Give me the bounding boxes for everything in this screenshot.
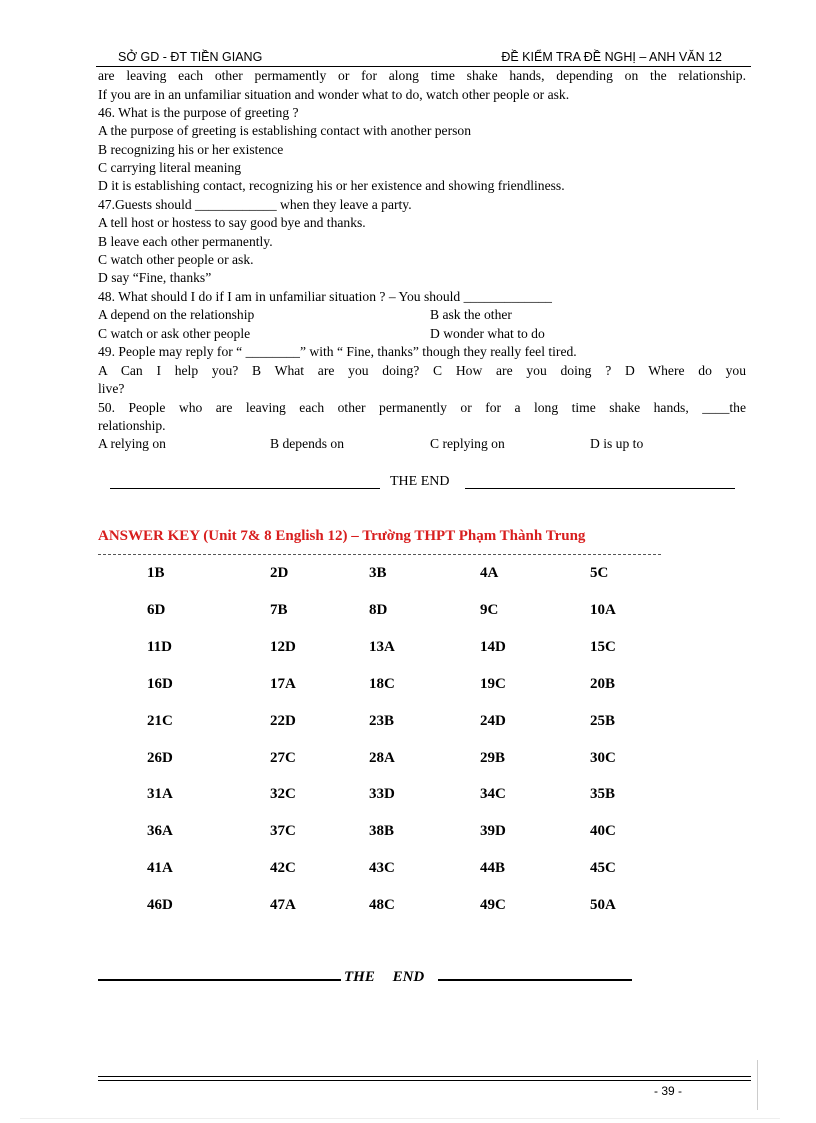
question-47-option-a: A tell host or hostess to say good bye and thanks. — [98, 215, 366, 230]
question-49-options-cont: live? — [98, 381, 125, 396]
answer-key-cell: 34C — [480, 786, 506, 803]
the-end-rule-left — [110, 488, 380, 489]
question-48-option-c: C watch or ask other people — [98, 326, 251, 341]
final-end-rule-left — [98, 979, 341, 981]
answer-key-cell: 43C — [369, 860, 395, 877]
answer-key-cell: 36A — [147, 823, 173, 840]
question-48-stem: 48. What should I do if I am in unfamiliar situation ? – You should _____________ — [98, 289, 552, 304]
question-46-option-a: A the purpose of greeting is establishing contact with another person — [98, 123, 471, 138]
answer-key-cell: 42C — [270, 860, 296, 877]
answer-key-cell: 14D — [480, 638, 506, 655]
answer-key-cell: 46D — [147, 897, 173, 914]
question-50-option-d: D is up to — [590, 436, 644, 451]
answer-key-cell: 37C — [270, 823, 296, 840]
answer-key-cell: 18C — [369, 675, 395, 692]
question-46-stem: 46. What is the purpose of greeting ? — [98, 105, 299, 120]
answer-key-cell: 1B — [147, 565, 165, 581]
question-49-stem: 49. People may reply for “ ________” with “ Fine, thanks” though they really feel tired. — [98, 344, 577, 359]
answer-key-cell: 41A — [147, 860, 173, 877]
answer-key-cell: 40C — [590, 823, 616, 840]
answer-key-cell: 38B — [369, 823, 395, 840]
paragraph-line-1: are leaving each other permamently or for along time shake hands, depending on the relationship. — [98, 68, 746, 83]
header-exam-title: ĐỀ KIỂM TRA ĐỀ NGHỊ – ANH VĂN 12 — [501, 50, 722, 64]
question-48-option-b: B ask the other — [430, 307, 512, 322]
footer-rule-bottom — [98, 1080, 751, 1081]
page-bottom-edge — [20, 1118, 780, 1119]
answer-key-cell: 17A — [270, 675, 296, 692]
answer-key-cell: 50A — [590, 897, 616, 914]
answer-key-cell: 4A — [480, 565, 499, 581]
answer-key-cell: 31A — [147, 786, 173, 803]
answer-key-cell: 5C — [590, 565, 609, 581]
question-47-option-d: D say “Fine, thanks” — [98, 270, 212, 285]
question-50-option-c: C replying on — [430, 436, 505, 451]
the-end-rule-right — [465, 488, 735, 489]
answer-key-cell: 22D — [270, 712, 296, 729]
final-end-label: THE END — [344, 969, 425, 985]
answer-key-cell: 24D — [480, 712, 506, 729]
answer-key-cell: 13A — [369, 638, 395, 655]
answer-key-cell: 23B — [369, 712, 395, 729]
question-47-stem: 47.Guests should ____________ when they leave a party. — [98, 197, 412, 212]
page-number: - 39 - — [654, 1084, 683, 1098]
answer-key-cell: 25B — [590, 712, 616, 729]
answer-key-cell: 19C — [480, 675, 506, 692]
answer-key-cell: 10A — [590, 601, 616, 618]
answer-key-cell: 30C — [590, 749, 616, 766]
answer-key-cell: 45C — [590, 860, 616, 877]
answer-key-cell: 39D — [480, 823, 506, 840]
question-46-option-b: B recognizing his or her existence — [98, 142, 284, 157]
answer-key-cell: 3B — [369, 565, 387, 581]
final-end-rule-right — [438, 979, 632, 981]
answer-key-cell: 2D — [270, 565, 289, 581]
answer-key-cell: 6D — [147, 601, 166, 618]
answer-key-cell: 44B — [480, 860, 506, 877]
answer-key-cell: 21C — [147, 712, 173, 729]
answer-key-cell: 33D — [369, 786, 395, 803]
answer-key-cell: 12D — [270, 638, 296, 655]
paragraph-line-2: If you are in an unfamiliar situation and wonder what to do, watch other people or ask. — [98, 87, 570, 102]
answer-key-cell: 20B — [590, 675, 616, 692]
question-50-stem: 50. People who are leaving each other permanently or for a long time shake hands, ____the — [98, 400, 746, 415]
answer-key-cell: 26D — [147, 749, 173, 766]
answer-key-cell: 28A — [369, 749, 395, 766]
answer-key-cell: 27C — [270, 749, 296, 766]
answer-key-cell: 49C — [480, 897, 506, 914]
answer-key-cell: 7B — [270, 601, 288, 618]
header-school: SỞ GD - ĐT TIỀN GIANG — [118, 50, 263, 64]
footer-rule-top — [98, 1076, 751, 1077]
question-47-option-b: B leave each other permanently. — [98, 234, 273, 249]
answer-key-cell: 32C — [270, 786, 296, 803]
question-48-option-a: A depend on the relationship — [98, 307, 255, 322]
question-46-option-d: D it is establishing contact, recognizing his or her existence and showing friendliness. — [98, 178, 565, 193]
answer-key-cell: 47A — [270, 897, 296, 914]
question-49-options: A Can I help you? B What are you doing? C How are you doing ? D Where do you — [98, 363, 746, 378]
question-46-option-c: C carrying literal meaning — [98, 160, 242, 175]
answer-key-cell: 29B — [480, 749, 506, 766]
answer-key-cell: 11D — [147, 638, 173, 655]
answer-key-cell: 16D — [147, 675, 173, 692]
question-50-option-b: B depends on — [270, 436, 345, 451]
question-47-option-c: C watch other people or ask. — [98, 252, 254, 267]
question-50-option-a: A relying on — [98, 436, 166, 451]
answer-key-cell: 35B — [590, 786, 616, 803]
answer-key-cell: 9C — [480, 601, 499, 618]
the-end-label: THE END — [390, 474, 450, 489]
answer-key-divider — [98, 554, 661, 555]
answer-key-cell: 15C — [590, 638, 616, 655]
answer-key-title: ANSWER KEY (Unit 7& 8 English 12) – Trường THPT Phạm Thành Trung — [98, 528, 586, 544]
question-50-stem-cont: relationship. — [98, 418, 166, 433]
answer-key-cell: 8D — [369, 601, 388, 618]
answer-key-cell: 48C — [369, 897, 395, 914]
page-edge-shadow — [757, 1060, 758, 1110]
question-48-option-d: D wonder what to do — [430, 326, 545, 341]
